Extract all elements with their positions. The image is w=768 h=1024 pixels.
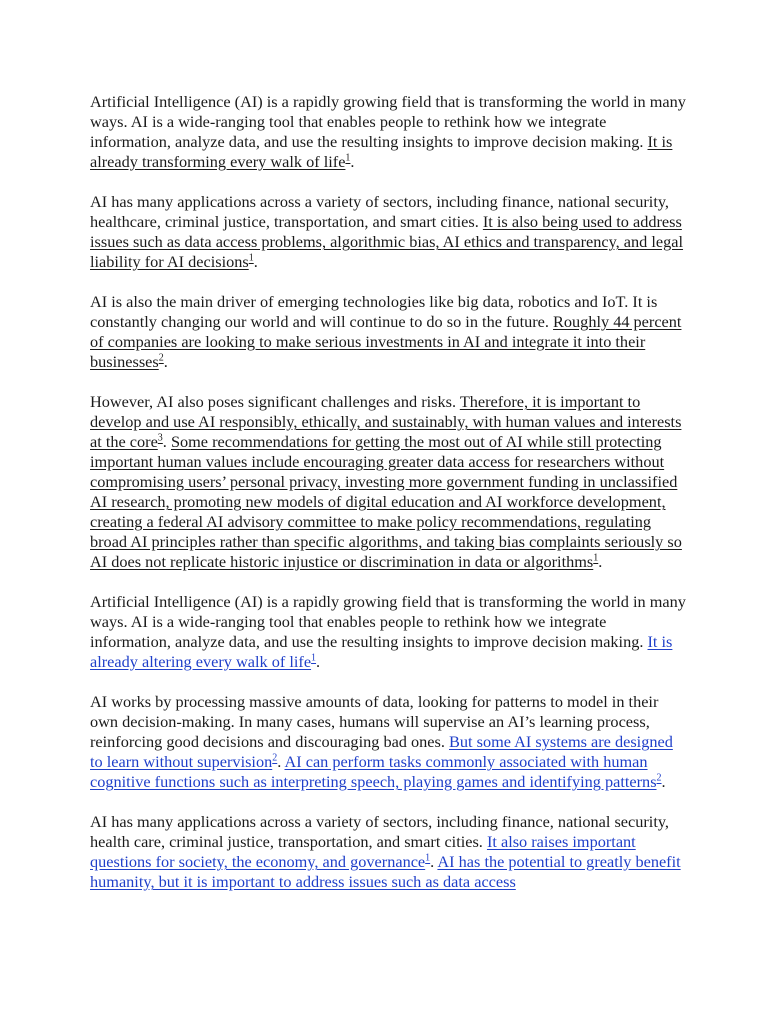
footnote-ref: 1 [345,152,351,164]
hyperlink-text[interactable]: It also raises important questions for society, the economy, and governance [90,832,636,871]
body-text: . [430,852,438,871]
body-text: . [316,652,321,671]
paragraph [90,192,686,272]
paragraph [90,812,686,892]
body-text: AI has many applications across a variety of sectors, including finance, national security, healthcare, criminal justice, transportation, and smart cities. [90,192,670,231]
document-body [90,92,686,892]
underlined-text: Some recommendations for getting the most out of AI while still protecting important human values include encouraging greater data access for researchers without compromising users’ personal privacy, investing more government funding in unclassified AI research, promoting new models of digital education and AI workforce development, creating a federal AI advisory committee to make policy recommendations, regulating broad AI principles rather than specific algorithms, and taking bias complaints seriously so AI does not replicate historic injustice or discrimination in data or algorithms [90,432,682,571]
underlined-text: It is already transforming every walk of life [90,132,673,171]
footnote-ref[interactable]: 1 [425,852,431,864]
footnote-ref[interactable]: 1 [311,652,317,664]
footnote-ref: 2 [158,352,164,364]
footnote-ref[interactable]: 2 [656,772,662,784]
paragraph [90,692,686,792]
underlined-text: Roughly 44 percent of companies are looking to make serious investments in AI and integrate it into their businesses [90,312,682,371]
body-text: Artificial Intelligence (AI) is a rapidly growing field that is transforming the world in many ways. AI is a wide-ranging tool that enables people to rethink how we integrate information, analyze data, and use the resulting insights to improve decision making. [90,592,686,651]
body-text: . [162,432,171,451]
body-text: . [598,552,603,571]
body-text: . [253,252,258,271]
body-text: . [350,152,355,171]
paragraph [90,592,686,672]
body-text: . [163,352,168,371]
footnote-ref[interactable]: 2 [272,752,278,764]
paragraph [90,92,686,172]
underlined-text: It is also being used to address issues such as data access problems, algorithmic bias, AI ethics and transparency, and legal liability for AI decisions [90,212,684,271]
underlined-text: Therefore, it is important to develop and use AI responsibly, ethically, and sustainably, with human values and interests at the core [90,392,682,451]
hyperlink-text[interactable]: AI has the potential to greatly benefit humanity, but it is important to address issues such as data access [90,852,681,891]
hyperlink-text[interactable]: But some AI systems are designed to learn without supervision [90,732,673,771]
body-text: . [661,772,666,791]
paragraph [90,392,686,572]
body-text: AI is also the main driver of emerging technologies like big data, robotics and IoT. It is constantly changing our world and will continue to do so in the future. [90,292,658,331]
body-text: AI has many applications across a variety of sectors, including finance, national security, health care, criminal justice, transportation, and smart cities. [90,812,670,851]
hyperlink-text[interactable]: It is already altering every walk of life [90,632,673,671]
body-text: . [277,752,285,771]
paragraph [90,292,686,372]
body-text: Artificial Intelligence (AI) is a rapidly growing field that is transforming the world in many ways. AI is a wide-ranging tool that enables people to rethink how we integrate information, analyze data, and use the resulting insights to improve decision making. [90,92,686,151]
footnote-ref: 3 [157,432,163,444]
body-text: AI works by processing massive amounts of data, looking for patterns to model in their own decision-making. In many cases, humans will supervise an AI’s learning process, reinforcing good decisions and discouraging bad ones. [90,692,659,751]
footnote-ref: 1 [248,252,254,264]
body-text: However, AI also poses significant challenges and risks. [90,392,460,411]
footnote-ref: 1 [593,552,599,564]
hyperlink-text[interactable]: AI can perform tasks commonly associated with human cognitive functions such as interpreting speech, playing games and identifying patterns [90,752,657,791]
